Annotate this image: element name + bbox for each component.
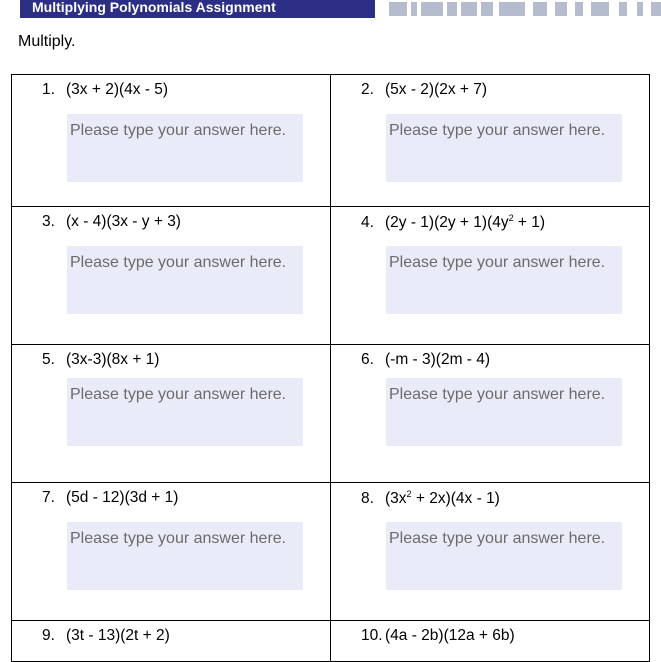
problem-cell <box>331 75 650 207</box>
problem-7: 7. (5d - 12)(3d + 1) <box>42 489 179 506</box>
header-banner <box>20 0 661 19</box>
problem-9: 9. (3t - 13)(2t + 2) <box>42 627 170 644</box>
problem-cell <box>12 207 331 345</box>
problem-cell <box>12 75 331 207</box>
problem-cell <box>331 345 650 483</box>
problem-cell <box>331 207 650 345</box>
problem-8: 8. $(3x^2 + 2x)(4x - 1)$ <box>361 489 500 508</box>
problem-2: 2. (5x - 2)(2x + 7) <box>361 81 488 98</box>
answer-field-7[interactable]: Please type your answer here. <box>67 522 303 590</box>
problem-4: 4. $(2y - 1)(2y + 1)(4y^2 + 1)$ <box>361 213 546 232</box>
problem-cell <box>331 621 650 662</box>
problem-1: 1. (3x + 2)(4x - 5) <box>42 81 169 98</box>
answer-field-8[interactable]: Please type your answer here. <box>386 522 622 590</box>
answer-field-3[interactable]: Please type your answer here. <box>67 246 303 314</box>
problem-cell <box>12 345 331 483</box>
assignment-title: Multiplying Polynomials Assignment <box>20 0 375 18</box>
answer-field-2[interactable]: Please type your answer here. <box>386 114 622 182</box>
exponent: 2 <box>406 489 412 499</box>
instruction-text: Multiply. <box>18 33 76 50</box>
problems-table <box>11 74 650 662</box>
problem-10: 10. (4a - 2b)(12a + 6b) <box>361 627 515 644</box>
exponent: 2 <box>508 213 514 223</box>
problem-cell <box>331 483 650 621</box>
answer-field-4[interactable]: Please type your answer here. <box>386 246 622 314</box>
problem-cell <box>12 621 331 662</box>
problem-6: 6. (-m - 3)(2m - 4) <box>361 351 491 368</box>
answer-field-1[interactable]: Please type your answer here. <box>67 114 303 182</box>
problem-cell <box>12 483 331 621</box>
banner-decoration <box>375 0 661 19</box>
problem-3: 3. (x - 4)(3x - y + 3) <box>42 213 181 230</box>
problem-5: 5. (3x-3)(8x + 1) <box>42 351 160 368</box>
answer-field-6[interactable]: Please type your answer here. <box>386 378 622 446</box>
answer-field-5[interactable]: Please type your answer here. <box>67 378 303 446</box>
